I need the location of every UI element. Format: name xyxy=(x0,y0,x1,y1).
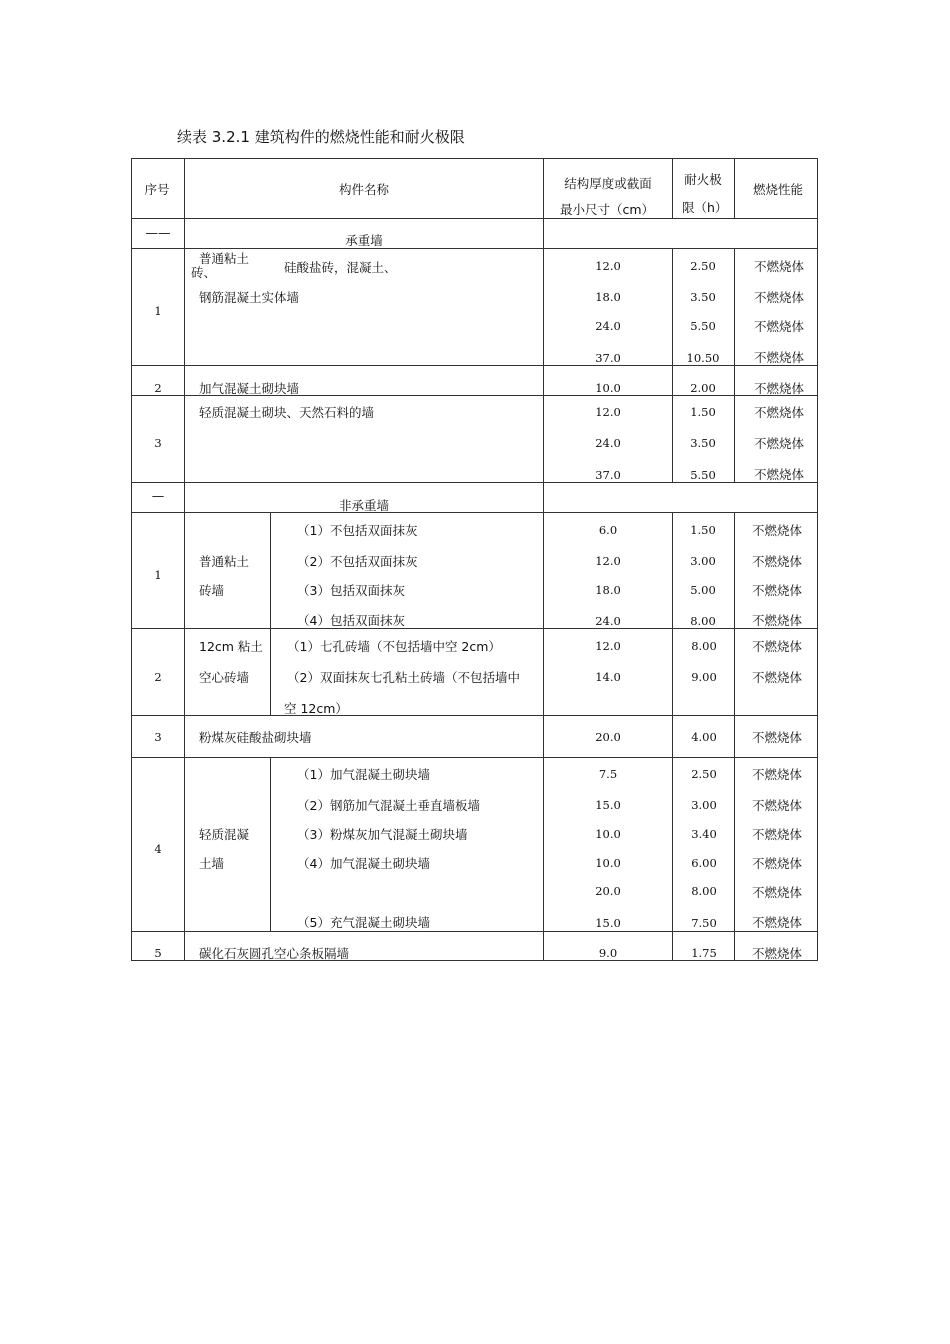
sub-item-name-cont: 空 12cm） xyxy=(284,701,348,716)
thickness-value: 24.0 xyxy=(595,319,621,333)
component-name: 粉煤灰硅酸盐砌块墙 xyxy=(199,730,312,745)
group-name: 砖墙 xyxy=(199,583,225,598)
fire-limit-value: 1.50 xyxy=(690,405,716,419)
sub-item-name: （3）包括双面抹灰 xyxy=(297,583,405,598)
sub-item-name: （2）不包括双面抹灰 xyxy=(297,554,418,569)
thickness-value: 10.0 xyxy=(595,856,621,870)
fire-limit-value: 3.00 xyxy=(690,554,716,568)
thickness-value: 12.0 xyxy=(595,259,621,273)
component-name: 碳化石灰圆孔空心条板隔墙 xyxy=(199,946,350,961)
fire-limit-value: 1.50 xyxy=(690,523,716,537)
fire-limit-value: 5.00 xyxy=(690,583,716,597)
header-thickness-unit: 最小尺寸（cm） xyxy=(560,202,655,217)
thickness-value: 14.0 xyxy=(595,670,621,684)
fire-limit-value: 9.00 xyxy=(691,670,717,684)
section-label: 非承重墙 xyxy=(338,498,390,513)
row-seq: 1 xyxy=(154,568,162,582)
combustion-value: 不燃烧体 xyxy=(753,381,805,396)
combustion-value: 不燃烧体 xyxy=(751,583,803,598)
combustion-value: 不燃烧体 xyxy=(751,639,803,654)
sub-item-name: （1）不包括双面抹灰 xyxy=(297,523,418,538)
combustion-value: 不燃烧体 xyxy=(751,827,803,842)
fire-limit-value: 4.00 xyxy=(691,730,717,744)
fire-limit-value: 3.50 xyxy=(690,290,716,304)
row-seq: 3 xyxy=(154,730,162,744)
fire-limit-value: 5.50 xyxy=(690,468,716,482)
combustion-value: 不燃烧体 xyxy=(751,915,803,930)
row-seq: 5 xyxy=(154,946,162,960)
group-name: 普通粘土 xyxy=(199,554,250,569)
header-fire-limit: 耐火极 xyxy=(684,172,722,187)
thickness-value: 18.0 xyxy=(595,583,621,597)
thickness-value: 12.0 xyxy=(595,554,621,568)
combustion-value: 不燃烧体 xyxy=(751,670,803,685)
row-seq: 2 xyxy=(154,381,162,395)
component-name: 硅酸盐砖，混凝土、 xyxy=(284,260,397,275)
thickness-value: 37.0 xyxy=(595,351,621,365)
sub-item-name: （1）七孔砖墙（不包括墙中空 2cm） xyxy=(287,639,501,654)
fire-limit-value: 1.75 xyxy=(691,946,717,960)
header-fire-limit-unit: 限（h） xyxy=(682,200,728,215)
section-mark: —— xyxy=(145,225,171,240)
fire-limit-value: 6.00 xyxy=(691,856,717,870)
fire-limit-value: 8.00 xyxy=(691,639,717,653)
fire-limit-value: 3.40 xyxy=(691,827,717,841)
sub-item-name: （2）钢筋加气混凝土垂直墙板墙 xyxy=(297,798,480,813)
fire-limit-value: 2.50 xyxy=(691,767,717,781)
thickness-value: 9.0 xyxy=(598,946,618,960)
fire-limit-value: 5.50 xyxy=(690,319,716,333)
header-thickness: 结构厚度或截面 xyxy=(564,176,652,191)
fire-limit-value: 2.00 xyxy=(690,381,716,395)
component-name: 钢筋混凝土实体墙 xyxy=(199,290,300,305)
combustion-value: 不燃烧体 xyxy=(751,798,803,813)
table-title: 续表 3.2.1 建筑构件的燃烧性能和耐火极限 xyxy=(177,128,465,146)
sub-item-name: （5）充气混凝土砌块墙 xyxy=(297,915,430,930)
fire-limit-value: 3.00 xyxy=(691,798,717,812)
thickness-value: 20.0 xyxy=(595,730,621,744)
combustion-value: 不燃烧体 xyxy=(751,946,803,961)
component-name: 轻质混凝土砌块、天然石料的墙 xyxy=(199,405,375,420)
section-mark: — xyxy=(151,488,165,503)
row-seq: 3 xyxy=(154,436,162,450)
header-combustion: 燃烧性能 xyxy=(752,182,804,197)
sub-item-name: （4）加气混凝土砌块墙 xyxy=(297,856,430,871)
combustion-value: 不燃烧体 xyxy=(751,885,803,900)
thickness-value: 7.5 xyxy=(598,767,618,781)
sub-item-name: （4）包括双面抹灰 xyxy=(297,613,405,628)
row-seq: 2 xyxy=(154,670,162,684)
combustion-value: 不燃烧体 xyxy=(751,613,803,628)
combustion-value: 不燃烧体 xyxy=(753,436,805,451)
combustion-value: 不燃烧体 xyxy=(753,319,805,334)
group-name: 12cm 粘土 xyxy=(199,639,263,654)
header-seq: 序号 xyxy=(144,182,170,197)
group-name: 空心砖墙 xyxy=(199,670,250,685)
sub-item-name: （3）粉煤灰加气混凝土砌块墙 xyxy=(297,827,468,842)
combustion-value: 不燃烧体 xyxy=(753,405,805,420)
section-label: 承重墙 xyxy=(345,233,383,248)
combustion-value: 不燃烧体 xyxy=(751,767,803,782)
combustion-value: 不燃烧体 xyxy=(751,554,803,569)
sub-item-name: （2）双面抹灰七孔粘土砖墙（不包括墙中 xyxy=(287,670,520,685)
row-seq: 1 xyxy=(154,304,162,318)
thickness-value: 6.0 xyxy=(598,523,618,537)
combustion-value: 不燃烧体 xyxy=(753,467,805,482)
fire-limit-value: 7.50 xyxy=(691,916,717,930)
group-name: 轻质混凝 xyxy=(199,827,250,842)
combustion-value: 不燃烧体 xyxy=(753,350,805,365)
thickness-value: 37.0 xyxy=(595,468,621,482)
combustion-value: 不燃烧体 xyxy=(751,856,803,871)
component-name: 加气混凝土砌块墙 xyxy=(199,381,300,396)
header-name: 构件名称 xyxy=(338,182,390,197)
fire-limit-value: 8.00 xyxy=(691,884,717,898)
fire-limit-value: 2.50 xyxy=(690,259,716,273)
sub-item-name: （1）加气混凝土砌块墙 xyxy=(297,767,430,782)
group-name: 土墙 xyxy=(199,856,225,871)
combustion-value: 不燃烧体 xyxy=(753,290,805,305)
thickness-value: 18.0 xyxy=(595,290,621,304)
thickness-value: 10.0 xyxy=(595,827,621,841)
component-name: 砖、 xyxy=(191,265,217,280)
thickness-value: 12.0 xyxy=(595,405,621,419)
fire-limit-value: 10.50 xyxy=(686,351,720,365)
thickness-value: 24.0 xyxy=(595,436,621,450)
thickness-value: 10.0 xyxy=(595,381,621,395)
thickness-value: 15.0 xyxy=(595,916,621,930)
combustion-value: 不燃烧体 xyxy=(751,523,803,538)
fire-limit-value: 8.00 xyxy=(690,614,716,628)
row-seq: 4 xyxy=(154,842,162,856)
component-name: 普通粘土 xyxy=(199,251,250,266)
thickness-value: 20.0 xyxy=(595,884,621,898)
fire-limit-value: 3.50 xyxy=(690,436,716,450)
combustion-value: 不燃烧体 xyxy=(753,259,805,274)
thickness-value: 15.0 xyxy=(595,798,621,812)
thickness-value: 12.0 xyxy=(595,639,621,653)
thickness-value: 24.0 xyxy=(595,614,621,628)
combustion-value: 不燃烧体 xyxy=(751,730,803,745)
